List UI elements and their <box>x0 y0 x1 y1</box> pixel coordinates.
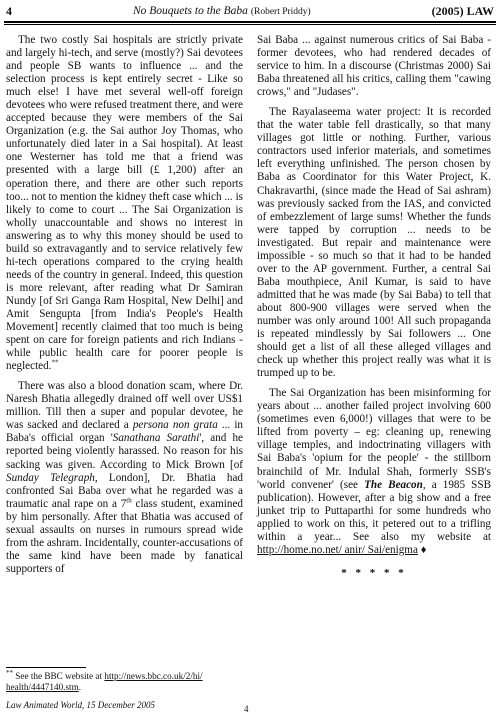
beacon-title: The Beacon <box>364 478 423 491</box>
blood-scam-text-g: , London], Dr. Bhatia had confronted Sai Baba over what he regarded was a traumatic anal rape on a 7 <box>6 471 244 510</box>
blood-scam-text-e: ', and he reported being violently harassed. No reason for his sacking was given. According to Mick Brown [of <box>6 432 243 471</box>
footnote-ref: ** <box>51 358 59 367</box>
left-column <box>6 34 243 583</box>
blood-scam-text-a: There was also a blood donation scam, where Dr. Naresh Bhatia allegedly drained off well over US$1 million. Till then a super and popular devotee, he was sacked and declared a <box>6 380 243 432</box>
blood-scam-italic-d: Sanathana Sarathi <box>112 432 200 445</box>
footer-publication: Law Animated World, 15 December 2005 <box>6 700 155 710</box>
header-rule-thin <box>4 24 496 25</box>
website-link[interactable]: http://home.no.net/ anir/ Sai/enigma <box>257 543 418 556</box>
section-end-stars: * * * * * <box>341 566 407 579</box>
blood-scam-italic-b: persona non grata <box>132 419 218 432</box>
running-header <box>6 2 494 20</box>
header-title: No Bouquets to the Baba <box>132 5 248 17</box>
footnote-text: See the BBC website at <box>13 671 105 681</box>
misinforming-text-a: The Sai Organization has been misinforming for years about ... another failed project involving 600 (sometimes even 6,000!) villages that were to be lifted from poverty – eg: cleaning up, renewing village temples, and indoctrinating villagers with Sai Baba's 'opium for the people' - the stillborn brainchild of Mr. Indulal Shah, formerly SSB's 'world convener' (see <box>257 387 491 491</box>
paragraph-critics: Sai Baba ... against numerous critics of Sai Baba - former devotees, who had rendered decades of service to him. In a discourse (Christmas 2000) Sai Baba threatened all his critics, calling them "cawing crows," and "Judases". <box>257 34 491 99</box>
header-rule <box>4 21 496 23</box>
paragraph-hospitals <box>6 34 243 373</box>
footnote-link[interactable]: http://news.bbc.co.uk/2/hi/ health/4447140.stm <box>6 671 203 692</box>
blood-scam-text-c: ... in Baba's official organ ' <box>6 419 243 445</box>
footnote-rule <box>6 667 86 668</box>
blood-scam-italic-f: Sunday Telegraph <box>6 471 95 484</box>
end-mark: ♦ <box>417 543 427 556</box>
header-journal: (2005) LAW <box>431 3 494 18</box>
paragraph-water-project: The Rayalaseema water project: It is recorded that the water table fell drastically, so that many villages got little or nothing. Further, various contractors used inferior materials, and sometimes left everything unfinished. The person chosen by Baba as Coordinator for this Water Project, K. Chakravarthi, (since made the Head of Sai ashram) was previously sacked from the IAS, and convicted of embezzlement of large sums! Whether the funds were tapped by corruption ... needs to be investigated. But repair and maintenance were impossible - so much so that it had to be handed over to the AP government. Further, a central Sai Baba mouthpiece, Anil Kumar, is said to have admitted that he was made (by Sai Baba) to tell that about 800-900 villages were served when the number was only around 100! All such propaganda is repeated mindlessly by Sai followers ... One should get a list of all these alleged villages and check up whether this project really was what it is trumped up to be. <box>257 106 491 380</box>
misinforming-text-c: , a 1985 SSB publication). However, after a big show and a free junket trip to Puttaparthi for some hundreds who applied to work on this, it petered out to a trifling within a year... See also my website at <box>257 478 491 543</box>
blood-scam-text-i: class student, examined by him personally. After that Bhatia was accused of sexual assaults on nurses in rumours spread wide from the ashram. Incidentally, counter-accusations of the same kind have been made by fanatical supporters of <box>6 497 243 575</box>
right-column <box>257 34 491 580</box>
ordinal-superscript: th <box>126 495 132 504</box>
header-page-number: 4 <box>6 3 12 18</box>
footer-page-number: 4 <box>244 704 249 714</box>
footnote-mark: ** <box>6 668 13 677</box>
footnote <box>6 668 246 693</box>
footnote-end: . <box>78 682 82 692</box>
paragraph-hospitals-text: The two costly Sai hospitals are strictly private and largely hi-tech, and serve (mostly?) Sai devotees and people SB wants to influence ... and the selection process is kept entirely secret - Like so much else! I have met several well-off foreign devotees who were refused treatment there, and were accepted because they were members of the Sai Organization (e.g. the Sai author Joy Thomas, who unfortunately died later in a Sai hospital). At least one Westerner has told me that a friend was presented with a large bill (£ 1,200) after an operation there, and there are other such reports too... not to mention the kidney theft case which ... is likely to come to court ... The Sai Organization is wholly unaccountable and shows no interest in answering as to why this money should be used to build so extravagantly and to service relatively few hi-tech operations compared to the crying health needs of the country in general. Indeed, this question is more relevant, after reading what Dr Samiran Nundy [of Sri Ganga Ram Hospital, New Delhi] and Amit Sengupta [from India's People's Health Movement] recently claimed that too much is being spent on care for foreign patients and rich Indians - while public health care for poorer people is neglected. <box>6 34 243 373</box>
header-author: (Robert Priddy) <box>250 7 311 17</box>
paragraph-misinforming <box>257 387 491 557</box>
paragraph-blood-scam <box>6 380 243 576</box>
header-title-block <box>133 5 311 17</box>
